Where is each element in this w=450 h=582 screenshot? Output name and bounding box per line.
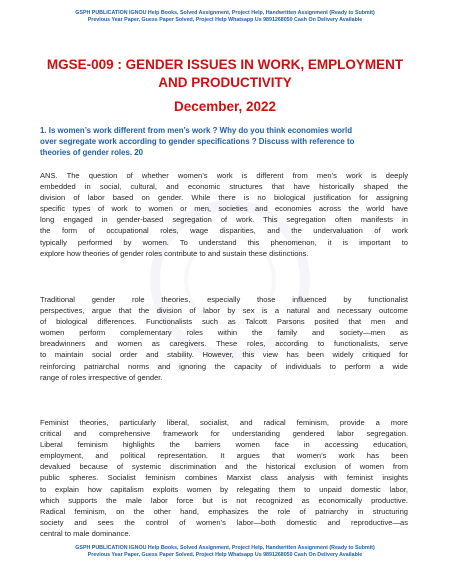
paragraph-line: breadwinners and women as caregivers. These roles, according to functionalists, serve	[40, 339, 408, 349]
footer-line: Previous Year Paper, Guess Paper Solved, Project Help Whatsapp Us 9891268050 Cash On Delivery Available	[87, 552, 363, 558]
title-line: AND PRODUCTIVITY	[158, 75, 292, 90]
title-line: MGSE-009 : GENDER ISSUES IN WORK, EMPLOYMENT	[46, 57, 404, 72]
question-line: 1. Is women’s work different from men’s work ? Why do you think economies world	[40, 126, 353, 135]
paragraph-line: public spheres. Socialist feminism combines Marxist class analysis with feminist insights	[40, 473, 408, 483]
footer-line: GSPH PUBLICATION IGNOU Help Books, Solved Assignment, Project Help, Handwritten Assignment (Ready to Submit)	[75, 545, 375, 551]
footer-banner	[20, 545, 430, 559]
question-line: over segregate work according to gender specifications ? Discuss with reference to	[40, 137, 355, 146]
header-line: GSPH PUBLICATION IGNOU Help Books, Solved Assignment, Project Help, Handwritten Assignment (Ready to Submit)	[75, 10, 375, 16]
paragraph-line: to maintain social order and stability. However, this view has been widely critiqued for	[40, 350, 408, 360]
paragraph-line: devalued because of systemic discrimination and the historical exclusion of women from	[40, 462, 408, 472]
paragraph-line: which supports the male labor force but is not recognized as economically productive.	[40, 495, 408, 505]
paragraph-line: long engaged in gender-based segregation of work. This segregation often manifests in	[40, 215, 408, 225]
paragraph-line: Feminist theories, particularly liberal, socialist, and radical feminism, provide a more	[40, 418, 408, 427]
document-title	[40, 56, 410, 92]
paragraph-line: division of labor based on gender. While there is no biological justification for assigning	[40, 193, 408, 203]
paragraph-line: to explain how capitalism exploits women by relegating them to unpaid domestic labor,	[40, 484, 408, 494]
paragraph-line: of biological differences. Functionalists such as Talcott Parsons posited that men and	[40, 317, 408, 327]
exam-date: December, 2022	[173, 99, 277, 114]
paragraph-line: Radical feminism, on the other hand, emphasizes the role of patriarchy in structuring	[40, 506, 408, 516]
answer-paragraph	[40, 170, 408, 259]
question-text	[40, 125, 408, 158]
paragraph-line: the form of occupational roles, wage disparities, and the undervaluation of work	[40, 226, 408, 236]
paragraph-line: society and sees the control of women’s labor—both domestic and reproductive—as	[40, 517, 408, 527]
answer-paragraph	[40, 417, 408, 539]
paragraph-line: embedded in social, cultural, and economic structures that have historically shaped the	[40, 182, 408, 192]
paragraph-line: ANS. The question of whether women’s work is different from men’s work is deeply	[40, 171, 408, 180]
paragraph-line: Liberal feminism highlights the barriers women face in accessing education,	[40, 440, 408, 450]
paragraph-line: typically performed by women. To understand this phenomenon, it is important to	[40, 237, 408, 247]
header-line: Previous Year Paper, Guess Paper Solved, Project Help Whatsapp Us 9891268050 Cash On Delivery Available	[87, 17, 363, 23]
paragraph-line: central to male dominance.	[40, 528, 131, 538]
paragraph-line: specific types of work to women or men, societies and economies across the world have	[40, 204, 408, 214]
answer-paragraph	[40, 294, 408, 383]
paragraph-line: perspectives, argue that the division of labor by sex is a natural and necessary outcome	[40, 306, 408, 316]
paragraph-line: women perform complementary roles within the family and society—men as	[40, 328, 408, 338]
paragraph-line: range of roles irrespective of gender.	[40, 372, 163, 382]
paragraph-line: reinforcing patriarchal norms and ignoring the capacity of individuals to perform a wide	[40, 361, 408, 371]
header-banner	[20, 10, 430, 24]
paragraph-line: explore how theories of gender roles contribute to and sustain these distinctions.	[40, 248, 309, 258]
paragraph-line: critical and comprehensive framework for understanding gendered labor segregation.	[40, 429, 408, 439]
paragraph-line: employment, and political representation. It argues that women’s work has been	[40, 451, 408, 461]
question-line: theories of gender roles. 20	[40, 148, 144, 157]
paragraph-line: Traditional gender role theories, especially those influenced by functionalist	[40, 295, 408, 304]
